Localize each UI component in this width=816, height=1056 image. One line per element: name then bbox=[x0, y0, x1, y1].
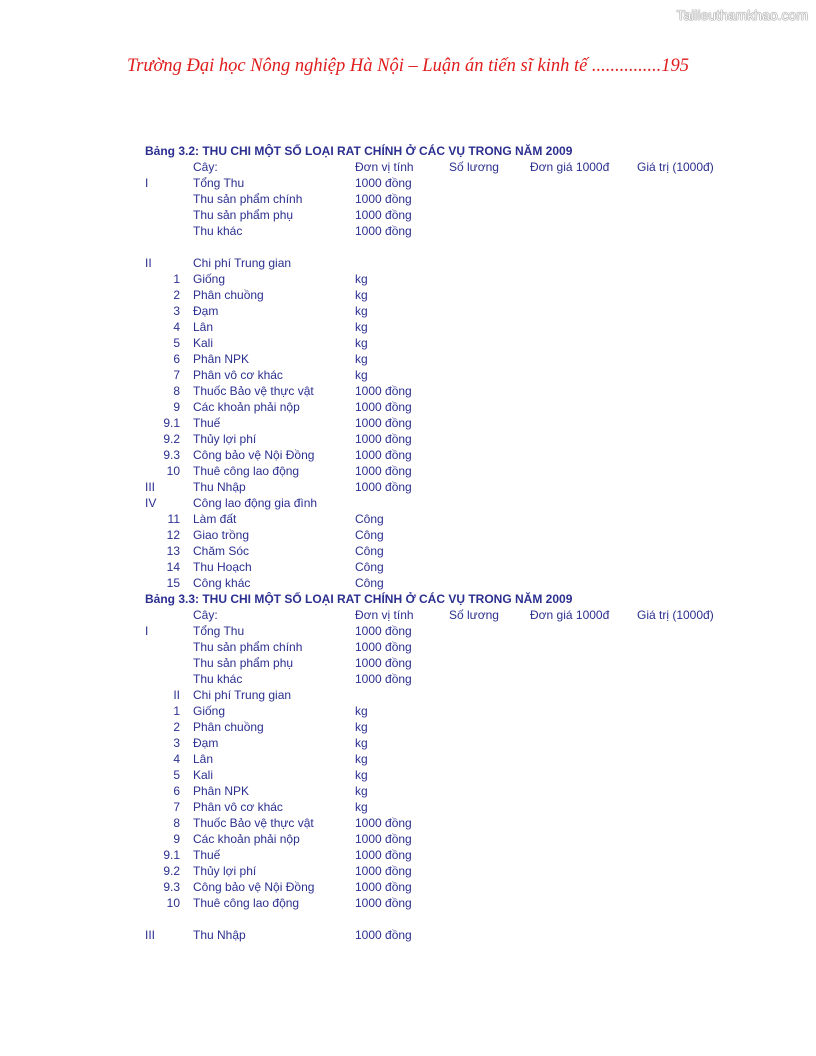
column-header: Số lương bbox=[449, 160, 499, 174]
row-label: Thủy lợi phí bbox=[193, 432, 257, 446]
row-item-number: 10 bbox=[166, 464, 180, 478]
row-unit: kg bbox=[355, 272, 368, 286]
row-section-number: I bbox=[145, 624, 149, 638]
table-title-text: Bảng 3.2: THU CHI MỘT SỐ LOẠI RAT CHÍNH Ở CÁC VỤ TRONG NĂM 2009 bbox=[145, 144, 573, 158]
row-label: Phân vô cơ khác bbox=[193, 800, 283, 814]
row-section-number: II bbox=[145, 256, 152, 270]
table-row bbox=[0, 783, 816, 799]
row-item-number: 9 bbox=[173, 832, 180, 846]
row-label: Thuế bbox=[193, 848, 221, 862]
table-title-text: Bảng 3.3: THU CHI MỘT SỐ LOẠI RAT CHÍNH Ở CÁC VỤ TRONG NĂM 2009 bbox=[145, 592, 573, 606]
row-item-number: 7 bbox=[173, 368, 180, 382]
watermark: Tailieuthamkhao.com bbox=[676, 7, 808, 23]
row-label: Thu sản phẩm chính bbox=[193, 640, 303, 654]
row-label: Công bảo vệ Nội Đồng bbox=[193, 448, 315, 462]
row-label: Công lao động gia đình bbox=[193, 496, 318, 510]
row-item-number: 11 bbox=[167, 512, 180, 526]
data-table bbox=[0, 143, 816, 591]
row-unit: 1000 đồng bbox=[355, 848, 412, 862]
table-row bbox=[0, 751, 816, 767]
row-item-number: II bbox=[173, 688, 180, 702]
column-header: Giá trị (1000đ) bbox=[637, 608, 714, 622]
row-unit: 1000 đồng bbox=[355, 400, 412, 414]
row-unit: kg bbox=[355, 288, 368, 302]
row-unit: kg bbox=[355, 704, 368, 718]
row-label: Thuê công lao động bbox=[193, 464, 300, 478]
row-label: Chi phí Trung gian bbox=[193, 688, 292, 702]
row-item-number: 9 bbox=[173, 400, 180, 414]
row-label: Thuê công lao động bbox=[193, 896, 300, 910]
table-row bbox=[0, 271, 816, 287]
page-header: Trường Đại học Nông nghiệp Hà Nội – Luận án tiến sĩ kinh tế ...............195 bbox=[126, 56, 690, 76]
tables-container bbox=[0, 143, 816, 943]
row-item-number: 15 bbox=[166, 576, 180, 590]
row-unit: 1000 đồng bbox=[355, 672, 412, 686]
row-label: Làm đất bbox=[193, 512, 237, 526]
row-label: Đạm bbox=[193, 304, 219, 318]
row-label: Thu khác bbox=[193, 224, 243, 238]
row-item-number: 1 bbox=[173, 704, 180, 718]
row-unit: 1000 đồng bbox=[355, 864, 412, 878]
column-header: Số lương bbox=[449, 608, 499, 622]
column-header: Đơn vị tính bbox=[355, 160, 414, 174]
row-section-number: III bbox=[145, 480, 156, 494]
table-row bbox=[0, 703, 816, 719]
row-label: Thu khác bbox=[193, 672, 243, 686]
row-unit: 1000 đồng bbox=[355, 448, 412, 462]
row-unit: kg bbox=[355, 784, 368, 798]
column-header: Đơn vị tính bbox=[355, 608, 414, 622]
column-header: Đơn giá 1000đ bbox=[530, 608, 610, 622]
table-row bbox=[0, 399, 816, 415]
row-item-number: 9.1 bbox=[163, 848, 180, 862]
blank-row bbox=[0, 911, 816, 927]
row-label: Lân bbox=[193, 752, 214, 766]
row-unit: 1000 đồng bbox=[355, 832, 412, 846]
table-row bbox=[0, 255, 816, 271]
row-unit: kg bbox=[355, 336, 368, 350]
table-row bbox=[0, 735, 816, 751]
row-unit: 1000 đồng bbox=[355, 656, 412, 670]
row-label: Thuế bbox=[193, 416, 221, 430]
row-item-number: 4 bbox=[173, 752, 180, 766]
table-row bbox=[0, 319, 816, 335]
table-row bbox=[0, 335, 816, 351]
row-item-number: 10 bbox=[166, 896, 180, 910]
row-unit: 1000 đồng bbox=[355, 416, 412, 430]
row-label: Đạm bbox=[193, 736, 219, 750]
blank-row bbox=[0, 239, 816, 255]
row-label: Giao trồng bbox=[193, 528, 250, 542]
table-row bbox=[0, 655, 816, 671]
table-row bbox=[0, 511, 816, 527]
table-row bbox=[0, 831, 816, 847]
row-label: Phân NPK bbox=[193, 352, 250, 366]
row-unit: Công bbox=[355, 576, 384, 590]
row-item-number: 8 bbox=[173, 384, 180, 398]
row-label: Các khoản phải nộp bbox=[193, 400, 300, 414]
row-section-number: IV bbox=[145, 496, 157, 510]
row-label: Tổng Thu bbox=[193, 624, 245, 638]
row-unit: 1000 đồng bbox=[355, 624, 412, 638]
row-unit: 1000 đồng bbox=[355, 224, 412, 238]
row-unit: kg bbox=[355, 720, 368, 734]
row-unit: 1000 đồng bbox=[355, 896, 412, 910]
data-table bbox=[0, 591, 816, 943]
row-unit: Công bbox=[355, 528, 384, 542]
row-section-number: I bbox=[145, 176, 149, 190]
row-item-number: 2 bbox=[173, 720, 180, 734]
row-label: Tổng Thu bbox=[193, 176, 245, 190]
table-row bbox=[0, 863, 816, 879]
row-section-number: III bbox=[145, 928, 156, 942]
row-unit: 1000 đồng bbox=[355, 816, 412, 830]
row-label: Kali bbox=[193, 768, 214, 782]
row-unit: 1000 đồng bbox=[355, 928, 412, 942]
table-row bbox=[0, 447, 816, 463]
table-row bbox=[0, 879, 816, 895]
table-row bbox=[0, 479, 816, 495]
table-row bbox=[0, 767, 816, 783]
row-item-number: 5 bbox=[173, 768, 180, 782]
table-row bbox=[0, 223, 816, 239]
table-header-row bbox=[0, 607, 816, 623]
row-unit: Công bbox=[355, 544, 384, 558]
row-label: Thu sản phẩm phụ bbox=[193, 208, 294, 222]
table-row bbox=[0, 815, 816, 831]
table-header-row bbox=[0, 159, 816, 175]
row-label: Công khác bbox=[193, 576, 251, 590]
table-row bbox=[0, 303, 816, 319]
table-row bbox=[0, 639, 816, 655]
row-label: Thủy lợi phí bbox=[193, 864, 257, 878]
row-label: Chi phí Trung gian bbox=[193, 256, 292, 270]
table-row bbox=[0, 799, 816, 815]
row-unit: 1000 đồng bbox=[355, 208, 412, 222]
row-label: Thu Hoạch bbox=[193, 560, 252, 574]
row-item-number: 13 bbox=[166, 544, 180, 558]
row-label: Chăm Sóc bbox=[193, 544, 250, 558]
row-label: Giống bbox=[193, 272, 226, 286]
row-label: Thu Nhập bbox=[193, 480, 246, 494]
table-row bbox=[0, 463, 816, 479]
row-item-number: 1 bbox=[173, 272, 180, 286]
row-label: Thu sản phẩm chính bbox=[193, 192, 303, 206]
table-row bbox=[0, 287, 816, 303]
table-row bbox=[0, 719, 816, 735]
table-row bbox=[0, 687, 816, 703]
row-item-number: 14 bbox=[166, 560, 180, 574]
row-unit: 1000 đồng bbox=[355, 480, 412, 494]
table-row bbox=[0, 495, 816, 511]
row-label: Các khoản phải nộp bbox=[193, 832, 300, 846]
table-row bbox=[0, 927, 816, 943]
row-unit: kg bbox=[355, 352, 368, 366]
table-row bbox=[0, 671, 816, 687]
row-unit: Công bbox=[355, 512, 384, 526]
table-row bbox=[0, 383, 816, 399]
table-row bbox=[0, 623, 816, 639]
table-row bbox=[0, 527, 816, 543]
table-row bbox=[0, 415, 816, 431]
row-unit: 1000 đồng bbox=[355, 192, 412, 206]
row-item-number: 2 bbox=[173, 288, 180, 302]
row-item-number: 6 bbox=[173, 352, 180, 366]
table-row bbox=[0, 191, 816, 207]
table-row bbox=[0, 575, 816, 591]
row-item-number: 9.2 bbox=[163, 864, 180, 878]
row-item-number: 4 bbox=[173, 320, 180, 334]
table-row bbox=[0, 431, 816, 447]
row-unit: kg bbox=[355, 768, 368, 782]
table-row bbox=[0, 207, 816, 223]
row-item-number: 9.3 bbox=[163, 880, 180, 894]
row-label: Giống bbox=[193, 704, 226, 718]
table-row bbox=[0, 351, 816, 367]
table-row bbox=[0, 543, 816, 559]
row-label: Thu Nhập bbox=[193, 928, 246, 942]
row-unit: kg bbox=[355, 736, 368, 750]
row-unit: kg bbox=[355, 320, 368, 334]
row-item-number: 7 bbox=[173, 800, 180, 814]
table-row bbox=[0, 175, 816, 191]
table-row bbox=[0, 367, 816, 383]
row-unit: 1000 đồng bbox=[355, 432, 412, 446]
table-row bbox=[0, 559, 816, 575]
row-unit: 1000 đồng bbox=[355, 640, 412, 654]
row-item-number: 12 bbox=[166, 528, 180, 542]
table-row bbox=[0, 895, 816, 911]
row-unit: 1000 đồng bbox=[355, 176, 412, 190]
column-header: Cây: bbox=[193, 608, 218, 622]
row-unit: kg bbox=[355, 800, 368, 814]
row-unit: kg bbox=[355, 304, 368, 318]
row-label: Công bảo vệ Nội Đồng bbox=[193, 880, 315, 894]
table-title bbox=[0, 591, 816, 607]
row-unit: 1000 đồng bbox=[355, 880, 412, 894]
row-unit: 1000 đồng bbox=[355, 464, 412, 478]
column-header: Cây: bbox=[193, 160, 218, 174]
row-label: Phân chuồng bbox=[193, 720, 264, 734]
column-header: Giá trị (1000đ) bbox=[637, 160, 714, 174]
row-item-number: 3 bbox=[173, 304, 180, 318]
column-header: Đơn giá 1000đ bbox=[530, 160, 610, 174]
row-item-number: 8 bbox=[173, 816, 180, 830]
row-item-number: 9.1 bbox=[163, 416, 180, 430]
row-unit: kg bbox=[355, 368, 368, 382]
row-item-number: 9.2 bbox=[163, 432, 180, 446]
row-item-number: 3 bbox=[173, 736, 180, 750]
row-unit: 1000 đồng bbox=[355, 384, 412, 398]
row-label: Phân vô cơ khác bbox=[193, 368, 283, 382]
row-item-number: 6 bbox=[173, 784, 180, 798]
row-item-number: 9.3 bbox=[163, 448, 180, 462]
row-unit: kg bbox=[355, 752, 368, 766]
row-label: Kali bbox=[193, 336, 214, 350]
row-label: Thuốc Bảo vệ thực vật bbox=[193, 384, 314, 398]
row-label: Thuốc Bảo vệ thực vật bbox=[193, 816, 314, 830]
row-unit: Công bbox=[355, 560, 384, 574]
table-row bbox=[0, 847, 816, 863]
row-label: Lân bbox=[193, 320, 214, 334]
row-label: Thu sản phẩm phụ bbox=[193, 656, 294, 670]
row-item-number: 5 bbox=[173, 336, 180, 350]
row-label: Phân NPK bbox=[193, 784, 250, 798]
row-label: Phân chuồng bbox=[193, 288, 264, 302]
table-title bbox=[0, 143, 816, 159]
